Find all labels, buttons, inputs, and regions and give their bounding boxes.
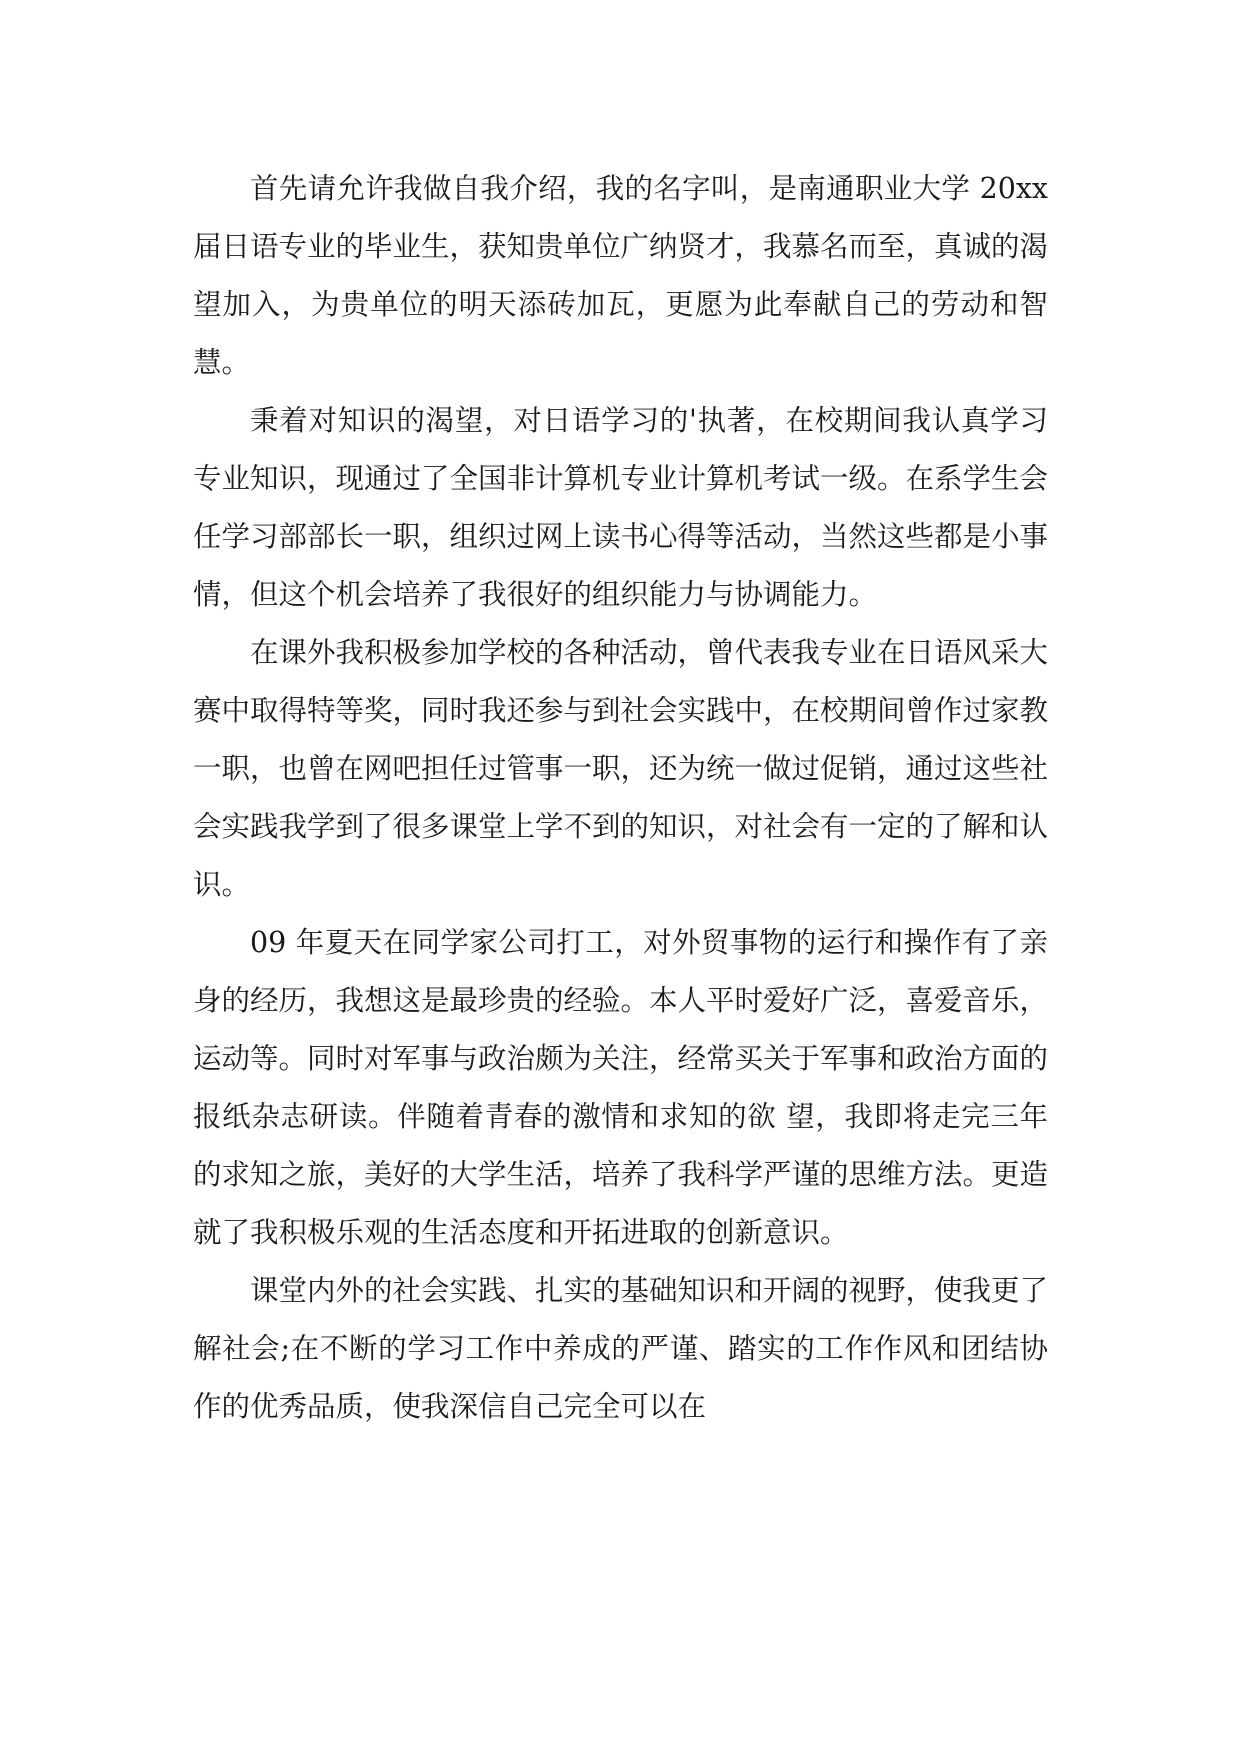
- document-body: [193, 160, 1048, 1436]
- paragraph-study-experience: 秉着对知识的渴望，对日语学习的'执著，在校期间我认真学习专业知识，现通过了全国非计算机专业计算机考试一级。在系学生会任学习部部长一职，组织过网上读书心得等活动，当然这些都是小事情，但这个机会培养了我很好的组织能力与协调能力。: [193, 404, 1049, 611]
- paragraph-activities: 在课外我积极参加学校的各种活动，曾代表我专业在日语风采大赛中取得特等奖，同时我还参与到社会实践中，在校期间曾作过家教一职，也曾在网吧担任过管事一职，还为统一做过促销，通过这些社会实践我学到了很多课堂上学不到的知识，对社会有一定的了解和认识。: [193, 636, 1049, 901]
- paragraph-work-and-hobbies: 09 年夏天在同学家公司打工，对外贸事物的运行和操作有了亲身的经历，我想这是最珍贵的经验。本人平时爱好广泛，喜爱音乐，运动等。同时对军事与政治颇为关注，经常买关于军事和政治方面的报纸杂志研读。伴随着青春的激情和求知的欲 望，我即将走完三年的求知之旅，美好的大学生活，培养了我科学严谨的思维方法。更造就了我积极乐观的生活态度和开拓进取的创新意识。: [193, 926, 1049, 1249]
- paragraph-qualities: 课堂内外的社会实践、扎实的基础知识和开阔的视野，使我更了解社会;在不断的学习工作中养成的严谨、踏实的工作作风和团结协作的优秀品质，使我深信自己完全可以在: [193, 1274, 1049, 1423]
- paragraph-self-introduction: 首先请允许我做自我介绍，我的名字叫，是南通职业大学 20xx 届日语专业的毕业生，获知贵单位广纳贤才，我慕名而至，真诚的渴望加入，为贵单位的明天添砖加瓦，更愿为此奉献自己的劳动和智慧。: [193, 172, 1049, 379]
